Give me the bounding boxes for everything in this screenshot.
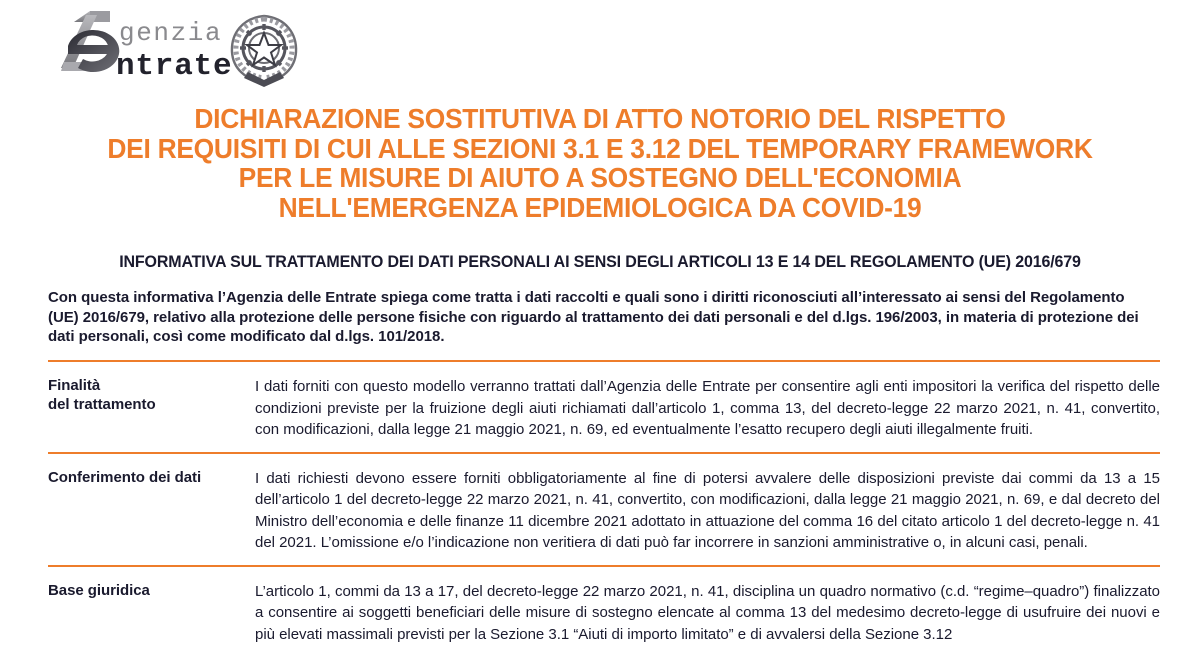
row-label-base-giuridica bbox=[48, 577, 255, 600]
privacy-notice-subtitle: INFORMATIVA SUL TRATTAMENTO DEI DATI PERSONALI AI SENSI DEGLI ARTICOLI 13 E 14 DEL REGOLAMENTO (UE) 2016/679 bbox=[76, 252, 1124, 272]
row-label-conferimento-dei-dati bbox=[48, 464, 255, 487]
privacy-notice-table bbox=[48, 360, 1160, 656]
title-line-4: NELL'EMERGENZA EPIDEMIOLOGICA DA COVID-19 bbox=[82, 193, 1119, 223]
row-body-finalita-del-trattamento: I dati forniti con questo modello verranno trattati dall’Agenzia delle Entrate per consentire agli enti impositori la verifica del rispetto delle condizioni previste per la fruizione degli aiuti richiamati dall’articolo 1, comma 13, del decreto-legge 22 marzo 2021, n. 41, convertito, con modificazioni, dalla legge 21 maggio 2021, n. 69, ed eventualmente l’esatto recupero degli aiuti illegalmente fruiti. bbox=[255, 372, 1160, 441]
title-line-1: DICHIARAZIONE SOSTITUTIVA DI ATTO NOTORIO DEL RISPETTO bbox=[82, 104, 1119, 134]
document-title bbox=[60, 104, 1140, 222]
table-row bbox=[48, 362, 1160, 452]
italian-republic-emblem-icon bbox=[232, 16, 296, 87]
title-line-2: DEI REQUISITI DI CUI ALLE SEZIONI 3.1 E 3.12 DEL TEMPORARY FRAMEWORK bbox=[82, 134, 1119, 164]
table-row bbox=[48, 567, 1160, 656]
title-line-3: PER LE MISURE DI AIUTO A SOSTEGNO DELL'ECONOMIA bbox=[82, 163, 1119, 193]
row-label-line-1: Base giuridica bbox=[48, 581, 255, 600]
row-label-line-1: Finalità bbox=[48, 376, 255, 395]
logo-svg bbox=[56, 6, 316, 88]
logo-word-agenzia: genzia bbox=[119, 18, 222, 48]
intro-paragraph: Con questa informativa l’Agenzia delle Entrate spiega come tratta i dati raccolti e quali sono i diritti riconosciuti all’interessato ai sensi del Regolamento (UE) 2016/679, relativo alla protezione delle persone fisiche con riguardo al trattamento dei dati personali e del d.lgs. 196/2003, in materia di protezione dei dati personali, così come modificato dal d.lgs. 101/2018. bbox=[48, 288, 1156, 347]
row-body-base-giuridica: L’articolo 1, commi da 13 a 17, del decreto-legge 22 marzo 2021, n. 41, disciplina un quadro normativo (c.d. “regime–quadro”) finalizzato a consentire ai soggetti beneficiari delle misure di sostegno elencate al comma 13 del medesimo decreto-legge di usufruire dei nuovi e più elevati massimali previsti per la Sezione 3.1 “Aiuti di importo limitato” e di avvalersi della Sezione 3.12 bbox=[255, 577, 1160, 646]
row-body-conferimento-dei-dati: I dati richiesti devono essere forniti obbligatoriamente al fine di potersi avvalere delle disposizioni previste dai commi da 13 a 15 dell’articolo 1 del decreto-legge 22 marzo 2021, n. 41, convertito, con modificazioni, dalla legge 21 maggio 2021, n. 69, e dal decreto del Ministro dell’economia e delle finanze 11 dicembre 2021 adottato in attuazione del comma 16 del citato articolo 1 del decreto-legge n. 41 del 2021. L’omissione e/o l’indicazione non veritiera di dati può far incorrere in sanzioni amministrative o, in alcuni casi, penali. bbox=[255, 464, 1160, 554]
table-row bbox=[48, 454, 1160, 565]
row-label-finalita-del-trattamento bbox=[48, 372, 255, 414]
agenzia-entrate-logo bbox=[56, 6, 316, 88]
logo-word-entrate: ntrate bbox=[116, 49, 232, 84]
row-label-line-2: del trattamento bbox=[48, 395, 255, 414]
row-label-line-1: Conferimento dei dati bbox=[48, 468, 255, 487]
